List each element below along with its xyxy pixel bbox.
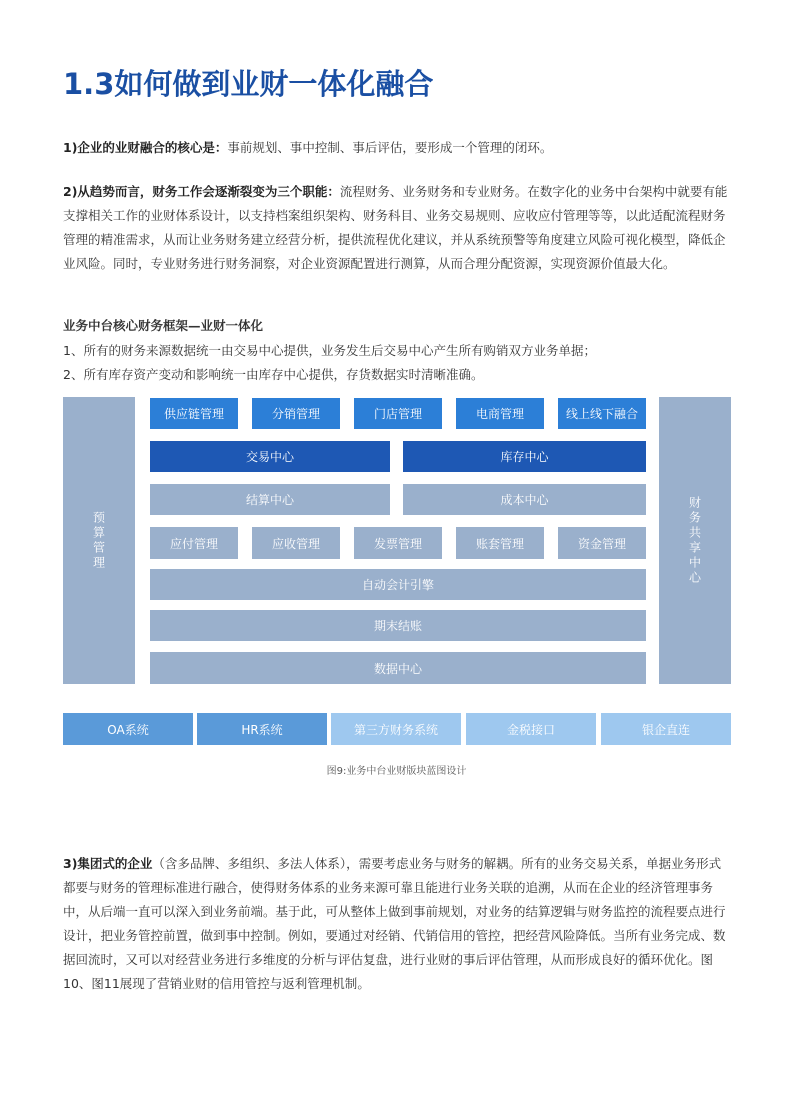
paragraph-body: 流程财务、业务财务和专业财务。在数字化的业务中台架构中就要有能支撑相关工作的业财体系设计，以支持档案组织架构、财务科目、业务交易规则、应收应付管理等等，以此适配流程财务管理的精准需求，从而让业务财务建立经营分析，提供流程优化建议，并从系统预警等角度建立风险可视化模型，降低企业风险。同时，专业财务进行财务洞察，对企业资源配置进行测算，从而合理分配资源，实现资源价值最大化。 — [63, 184, 728, 271]
period-close-block: 期末结账 — [150, 610, 646, 641]
finance-shared-center-block: 财务共享中心 — [659, 397, 731, 684]
paragraph-lead: 2)从趋势而言，财务工作会逐渐裂变为三个职能： — [63, 184, 340, 199]
data-center-block: 数据中心 — [150, 652, 646, 684]
bottom-system-block: HR系统 — [197, 713, 327, 745]
finance-framework-diagram — [63, 397, 731, 745]
budget-management-block: 预算管理 — [63, 397, 135, 684]
framework-note-1: 1、所有的财务来源数据统一由交易中心提供，业务发生后交易中心产生所有购销双方业务单据； — [63, 343, 596, 358]
top-row-block: 线上线下融合 — [558, 398, 646, 429]
cost-center-block: 成本中心 — [403, 484, 646, 515]
settlement-center-block: 结算中心 — [150, 484, 390, 515]
trade-center-block: 交易中心 — [150, 441, 390, 472]
bottom-system-block: 银企直连 — [601, 713, 731, 745]
paragraph-lead: 1)企业的业财融合的核心是： — [63, 140, 228, 155]
top-row-block: 供应链管理 — [150, 398, 238, 429]
page-title: 1.3如何做到业财一体化融合 — [63, 67, 434, 101]
paragraph-body: 事前规划、事中控制、事后评估，要形成一个管理的闭环。 — [227, 140, 553, 155]
paragraph-trend — [63, 180, 733, 276]
bottom-system-block: 第三方财务系统 — [331, 713, 461, 745]
bottom-system-block: 金税接口 — [466, 713, 596, 745]
top-row-block: 门店管理 — [354, 398, 442, 429]
function-block: 资金管理 — [558, 527, 646, 559]
top-row-block: 分销管理 — [252, 398, 340, 429]
paragraph-body: （含多品牌、多组织、多法人体系），需要考虑业务与财务的解耦。所有的业务交易关系，单据业务形式都要与财务的管理标准进行融合，使得财务体系的业务来源可靠且能进行业务关联的追溯，从而在企业的经济管理事务中，从后端一直可以深入到业务前端。基于此，可从整体上做到事前规划，对业务的结算逻辑与财务监控的流程要点进行设计，把业务管控前置，做到事中控制。例如，要通过对经销、代销信用的管控，把经营风险降低。当所有业务完成、数据回流时，又可以对经营业务进行多维度的分析与评估复盘，进行业财的事后评估管理，从而形成良好的循环优化。图10、图11展现了营销业财的信用管控与返利管理机制。 — [63, 856, 726, 991]
function-block: 应付管理 — [150, 527, 238, 559]
framework-title: 业务中台核心财务框架—业财一体化 — [63, 318, 264, 333]
paragraph-lead: 3)集团式的企业 — [63, 856, 153, 871]
inventory-center-block: 库存中心 — [403, 441, 646, 472]
framework-note-2: 2、所有库存资产变动和影响统一由库存中心提供，存货数据实时清晰准确。 — [63, 367, 484, 382]
bottom-system-block: OA系统 — [63, 713, 193, 745]
paragraph-group — [63, 852, 733, 996]
function-block: 账套管理 — [456, 527, 544, 559]
function-block: 发票管理 — [354, 527, 442, 559]
accounting-engine-block: 自动会计引擎 — [150, 569, 646, 600]
top-row-block: 电商管理 — [456, 398, 544, 429]
function-block: 应收管理 — [252, 527, 340, 559]
figure-caption: 图9:业务中台业财版块蓝图设计 — [326, 766, 467, 777]
paragraph-core — [63, 136, 733, 160]
